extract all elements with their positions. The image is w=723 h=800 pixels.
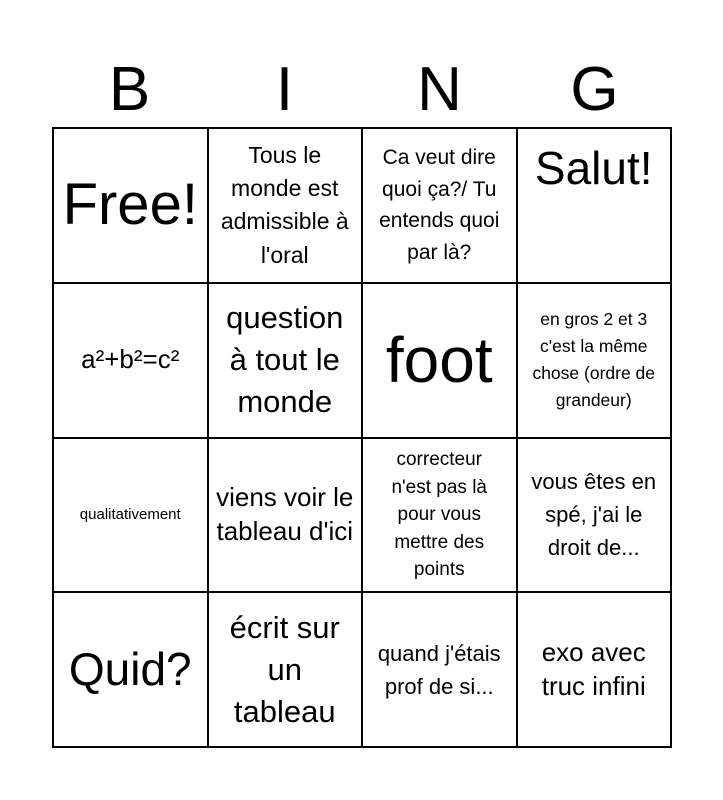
bingo-cell-r2c3[interactable] — [363, 284, 518, 439]
bingo-cell-r3c2[interactable] — [209, 439, 364, 594]
bingo-cell-text: question à tout le monde — [226, 300, 344, 420]
bingo-cell-text: Tous le monde est admissible à l'oral — [220, 141, 349, 268]
bingo-header — [52, 52, 672, 128]
bingo-cell-r1c3[interactable] — [363, 129, 518, 284]
bingo-cell-text: Ca veut dire quoi ça?/ Tu entends quoi par là? — [379, 146, 500, 264]
header-letter-n: N — [417, 55, 462, 124]
header-letter-b: B — [108, 55, 151, 124]
bingo-cell-r4c4[interactable] — [518, 593, 673, 748]
bingo-cell-r1c2[interactable] — [209, 129, 364, 284]
bingo-cell-text: a²+b²=c² — [81, 344, 180, 375]
bingo-cell-r3c1[interactable] — [54, 439, 209, 594]
bingo-cell-r2c4[interactable] — [518, 284, 673, 439]
bingo-cell-text: vous êtes en spé, j'ai le droit de... — [531, 469, 657, 561]
bingo-cell-r3c4[interactable] — [518, 439, 673, 594]
bingo-cell-text: écrit sur un tableau — [229, 609, 340, 729]
bingo-grid — [52, 127, 672, 748]
bingo-cell-text: correcteur n'est pas là pour vous mettre des points — [391, 449, 488, 581]
bingo-cell-r4c2[interactable] — [209, 593, 364, 748]
bingo-cell-text: Salut! — [534, 142, 653, 194]
bingo-cell-r4c3[interactable] — [363, 593, 518, 748]
bingo-cell-text: quand j'étais prof de si... — [377, 640, 501, 699]
bingo-cell-text: viens voir le tableau d'ici — [216, 482, 354, 546]
bingo-cell-r2c2[interactable] — [209, 284, 364, 439]
bingo-cell-text: Quid? — [68, 643, 192, 696]
bingo-cell-text: en gros 2 et 3 c'est la même chose (ordre de grandeur) — [532, 308, 656, 411]
bingo-cell-text: Free! — [62, 171, 198, 237]
bingo-cell-r1c1[interactable] — [54, 129, 209, 284]
bingo-cell-text: foot — [385, 324, 493, 397]
bingo-cell-r1c4[interactable] — [518, 129, 673, 284]
bingo-cell-text: qualitativement — [79, 505, 181, 523]
header-letter-i: I — [275, 55, 294, 124]
bingo-cell-r2c1[interactable] — [54, 284, 209, 439]
bingo-cell-text: exo avec truc infini — [541, 636, 646, 701]
header-letter-g: G — [570, 55, 619, 124]
bingo-cell-r3c3[interactable] — [363, 439, 518, 594]
bingo-cell-r4c1[interactable] — [54, 593, 209, 748]
